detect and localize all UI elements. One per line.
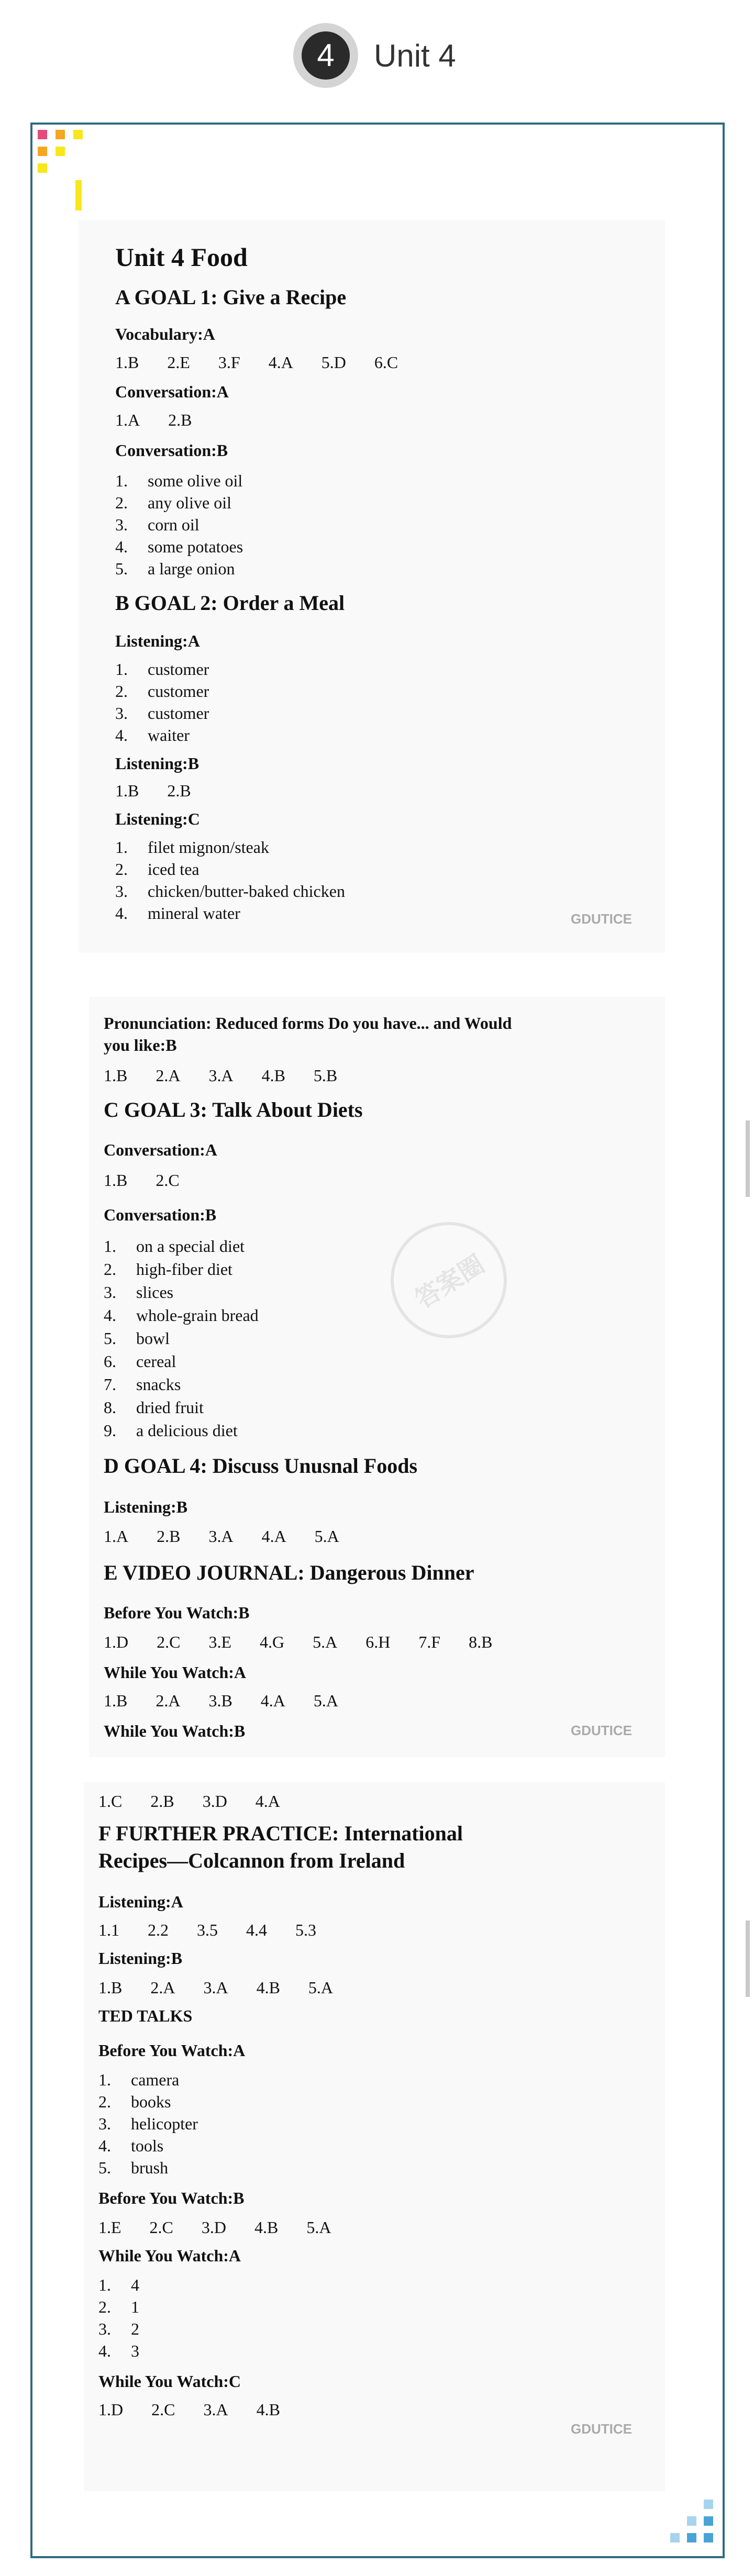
section-label: Listening:A: [98, 1892, 183, 1911]
list-item: 9. a delicious diet: [104, 1421, 238, 1440]
list-item: 3. helicopter: [98, 2114, 198, 2133]
answer: 5.B: [313, 1066, 338, 1085]
list-item: 4. whole-grain bread: [104, 1306, 259, 1325]
answer: 3.F: [218, 353, 240, 372]
answer-row: [104, 1171, 180, 1190]
answer: 1.A: [104, 1527, 129, 1546]
answer: 1.E: [98, 2218, 121, 2237]
list-item: 3. slices: [104, 1283, 174, 1302]
list-item: 2. books: [98, 2092, 171, 2111]
section-label: Listening:C: [115, 809, 200, 828]
answer: 2.B: [157, 1527, 181, 1546]
scrollbar-thumb[interactable]: [746, 1120, 750, 1197]
list-item: 6. cereal: [104, 1352, 176, 1371]
answer-row: [104, 1691, 338, 1711]
answer: 3.A: [208, 1527, 234, 1546]
answer: 1.D: [104, 1633, 129, 1651]
answer: 4.G: [260, 1633, 285, 1651]
answer-row: [98, 1978, 333, 1997]
answer: 3.A: [203, 1978, 228, 1997]
section-heading: E VIDEO JOURNAL: Dangerous Dinner: [104, 1561, 474, 1584]
decor-square: [56, 130, 65, 139]
answer-row: [98, 1792, 280, 1811]
section-label: Before You Watch:A: [98, 2041, 246, 2060]
decor-square: [38, 163, 47, 173]
goal-heading: D GOAL 4: Discuss Unusnal Foods: [104, 1454, 418, 1478]
list-item: 2. 1: [98, 2297, 139, 2316]
list-item: 4. waiter: [115, 726, 190, 745]
answer: 4.A: [255, 1792, 280, 1811]
answer: 4.B: [256, 1978, 280, 1997]
answer: 3.D: [202, 1792, 227, 1811]
answer: 6.H: [365, 1633, 391, 1651]
decor-square: [73, 130, 83, 139]
answer-row: [115, 353, 398, 372]
section-label: you like:B: [104, 1036, 177, 1054]
section-label: Listening:B: [98, 1949, 183, 1968]
section-label: Listening:B: [104, 1497, 188, 1516]
answer-row: [104, 1633, 492, 1652]
answer: 2.2: [148, 1920, 169, 1939]
goal-heading: C GOAL 3: Talk About Diets: [104, 1098, 363, 1122]
section-label: Conversation:B: [104, 1205, 217, 1224]
answer: 3.E: [208, 1633, 231, 1651]
section-label: TED TALKS: [98, 2006, 193, 2025]
decor-square: [56, 147, 65, 156]
answer-row: [98, 1920, 316, 1940]
list-item: 1. camera: [98, 2070, 180, 2089]
answer-row: [98, 2218, 331, 2237]
answer: 4.B: [254, 2218, 279, 2237]
answer: 1.A: [115, 410, 140, 429]
unit-heading: Unit 4 Food: [115, 242, 248, 272]
answer: 4.B: [256, 2400, 280, 2419]
list-item: 5. a large onion: [115, 559, 235, 578]
list-item: 1. filet mignon/steak: [115, 838, 269, 857]
list-item: 2. high-fiber diet: [104, 1260, 232, 1279]
answer: 4.4: [246, 1920, 267, 1939]
list-item: 4. mineral water: [115, 904, 240, 923]
answer: 4.A: [260, 1691, 285, 1710]
decor-square: [704, 2533, 713, 2542]
section-heading: Recipes—Colcannon from Ireland: [98, 1849, 405, 1872]
section-label: While You Watch:A: [98, 2246, 241, 2265]
goal-heading: B GOAL 2: Order a Meal: [115, 591, 345, 615]
list-item: 3. 2: [98, 2319, 139, 2338]
watermark: GDUTICE: [571, 911, 632, 927]
section-label: While You Watch:B: [104, 1722, 246, 1740]
answer: 1.B: [104, 1171, 128, 1190]
list-item: 2. any olive oil: [115, 493, 231, 512]
answer: 1.B: [98, 1978, 123, 1997]
answer: 2.A: [156, 1066, 181, 1085]
answer: 3.D: [201, 2218, 226, 2237]
answer: 5.A: [308, 1978, 334, 1997]
answer: 3.A: [208, 1066, 234, 1085]
list-item: 1. some olive oil: [115, 471, 243, 490]
answer: 5.D: [321, 353, 346, 372]
decor-square: [687, 2533, 696, 2542]
answer: 2.C: [149, 2218, 173, 2237]
answer: 7.F: [418, 1633, 441, 1651]
answer: 5.A: [306, 2218, 331, 2237]
answer: 2.A: [150, 1978, 175, 1997]
list-item: 2. iced tea: [115, 860, 199, 879]
answer: 4.A: [261, 1527, 286, 1546]
answer: 4.A: [268, 353, 293, 372]
answer: 2.A: [156, 1691, 181, 1710]
answer: 2.C: [156, 1171, 180, 1190]
section-label: Conversation:B: [115, 441, 228, 460]
list-item: 8. dried fruit: [104, 1398, 204, 1417]
section-label: Pronunciation: Reduced forms Do you have... and Would: [104, 1014, 512, 1032]
answer: 5.A: [313, 1633, 338, 1651]
watermark: GDUTICE: [571, 1723, 632, 1738]
answer: 4.B: [261, 1066, 285, 1085]
answer: 2.B: [168, 410, 192, 429]
page-header: [0, 23, 754, 86]
answer: 1.B: [104, 1066, 128, 1085]
section-heading: F FURTHER PRACTICE: International: [98, 1822, 463, 1845]
list-item: 4. some potatoes: [115, 537, 243, 556]
answer: 2.B: [150, 1792, 174, 1811]
watermark: GDUTICE: [571, 2421, 632, 2437]
answer: 5.A: [313, 1691, 339, 1710]
section-label: Listening:A: [115, 631, 200, 650]
decor-square: [38, 130, 47, 139]
stamp-text: 答案圈: [410, 1249, 490, 1315]
answer: 1.1: [98, 1920, 119, 1939]
answer-row: [98, 2400, 280, 2419]
answer-row: [104, 1527, 339, 1546]
list-item: 3. chicken/butter-baked chicken: [115, 882, 345, 901]
answer: 3.B: [208, 1691, 232, 1710]
scrollbar-thumb[interactable]: [746, 1920, 750, 1997]
answer: 5.3: [295, 1920, 316, 1939]
list-item: 1. customer: [115, 660, 209, 679]
answer: 3.5: [197, 1920, 218, 1939]
answer: 3.A: [203, 2400, 228, 2419]
answer: 8.B: [469, 1633, 493, 1651]
section-label: Conversation:A: [104, 1140, 217, 1159]
decor-square: [704, 2500, 713, 2509]
list-item: 4. 3: [98, 2341, 139, 2360]
decor-square: [687, 2516, 696, 2526]
list-item: 1. on a special diet: [104, 1237, 245, 1256]
answer: 1.B: [115, 781, 139, 800]
unit-number-badge: [293, 23, 358, 88]
list-item: 7. snacks: [104, 1375, 181, 1394]
goal-heading: A GOAL 1: Give a Recipe: [115, 285, 347, 309]
answer-row: [115, 781, 191, 801]
answer: 6.C: [374, 353, 398, 372]
section-label: Before You Watch:B: [104, 1603, 250, 1622]
answer: 2.E: [167, 353, 190, 372]
section-label: While You Watch:C: [98, 2372, 241, 2391]
list-item: 3. corn oil: [115, 515, 199, 534]
answer-row: [104, 1066, 337, 1085]
decor-square: [38, 147, 47, 156]
answer: 2.C: [151, 2400, 175, 2419]
decor-square: [670, 2533, 680, 2542]
list-item: 4. tools: [98, 2136, 164, 2155]
list-item: 1. 4: [98, 2275, 139, 2294]
section-label: While You Watch:A: [104, 1663, 247, 1682]
unit-title: Unit 4: [374, 38, 456, 73]
answer: 1.B: [115, 353, 139, 372]
list-item: 5. brush: [98, 2158, 169, 2177]
section-label: Conversation:A: [115, 382, 229, 401]
answer: 1.D: [98, 2400, 124, 2419]
section-label: Before You Watch:B: [98, 2189, 245, 2207]
answer: 1.B: [104, 1691, 128, 1710]
answer: 1.C: [98, 1792, 123, 1811]
answer: 5.A: [314, 1527, 339, 1546]
answer-row: [115, 410, 192, 430]
decor-bar: [75, 180, 82, 210]
list-item: 2. customer: [115, 682, 209, 701]
section-label: Listening:B: [115, 754, 199, 773]
unit-number: 4: [302, 31, 350, 80]
decor-square: [704, 2516, 713, 2526]
answer: 2.C: [157, 1633, 181, 1651]
list-item: 3. customer: [115, 704, 209, 723]
section-label: Vocabulary:A: [115, 325, 215, 343]
answer: 2.B: [167, 781, 191, 800]
list-item: 5. bowl: [104, 1329, 170, 1348]
